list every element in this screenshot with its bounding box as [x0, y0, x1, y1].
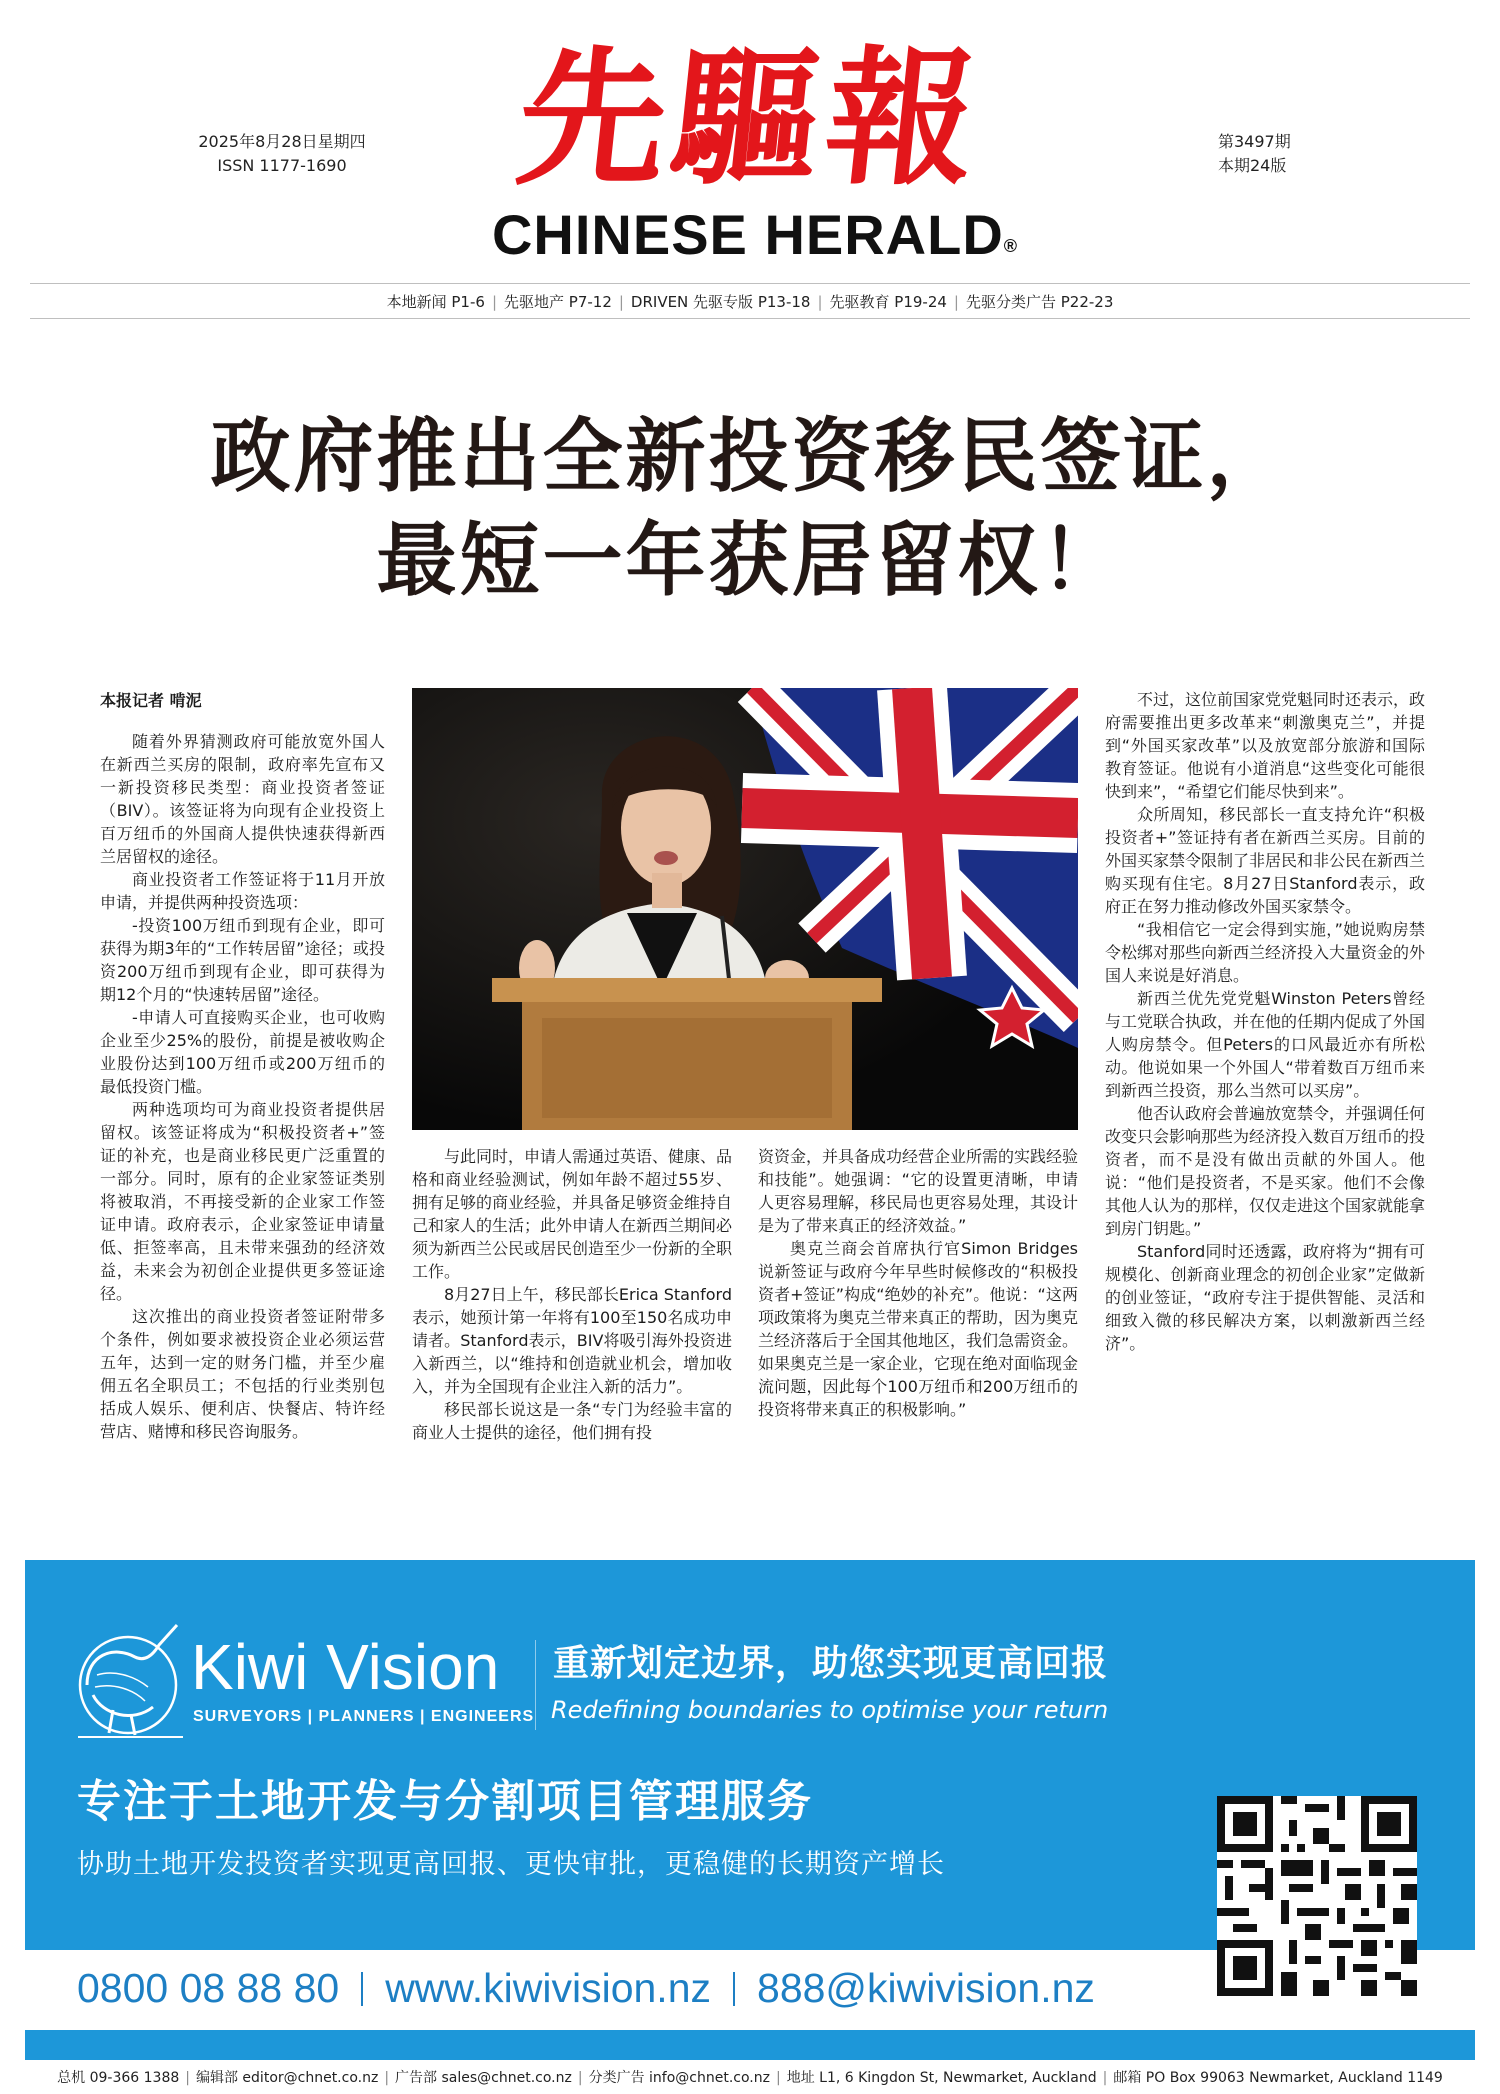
footer-separator: | — [185, 2070, 190, 2086]
qr-code-graphic — [1217, 1796, 1417, 1996]
nav-separator: | — [953, 293, 959, 311]
nav-item-local-news[interactable]: 本地新闻 P1-6 — [386, 293, 485, 311]
logo-english — [460, 205, 1050, 276]
footer-separator: | — [775, 2070, 781, 2086]
main-headline — [60, 405, 1440, 613]
paragraph: -投资100万纽币到现有企业，即可获得为期3年的“工作转居留”途径；或投资200万纽币到现有企业，即可获得为期12个月的“快速转居留”途径。 — [100, 916, 385, 1004]
qr-code-icon[interactable] — [1217, 1796, 1417, 1996]
nav-separator: | — [817, 293, 823, 311]
ad-contact-separator — [733, 1972, 735, 2006]
footer-po-box: 邮箱 PO Box 99063 Newmarket, Auckland 1149 — [1113, 2070, 1443, 2086]
footer-editor-email[interactable]: 编辑部 editor@chnet.co.nz — [195, 2070, 379, 2086]
ad-phone-link[interactable]: 0800 08 88 80 — [77, 1965, 340, 2011]
headline-line-1: 政府推出全新投资移民签证， — [210, 410, 1290, 503]
footer-separator: | — [577, 2070, 583, 2086]
nav-separator: | — [491, 293, 497, 311]
footer-sales-email[interactable]: 广告部 sales@chnet.co.nz — [395, 2070, 572, 2086]
paragraph: 8月27日上午，移民部长Erica Stanford表示，她预计第一年将有100至150名成功申请者。Stanford表示，BIV将吸引海外投资进入新西兰，以“维持和创造就业机会，增加收入，并为全国现有企业注入新的活力”。 — [412, 1285, 732, 1396]
ad-slogan-english: Redefining boundaries to optimise your return — [551, 1696, 1109, 1724]
ad-divider — [535, 1640, 536, 1730]
ad-email-link[interactable]: 888@kiwivision.nz — [757, 1965, 1095, 2011]
footer-address: 地址 L1, 6 Kingdon St, Newmarket, Auckland — [786, 2070, 1097, 2086]
nav-item-driven[interactable]: DRIVEN 先驱专版 P13-18 — [630, 293, 811, 311]
paragraph: 众所周知，移民部长一直支持允许“积极投资者+”签证持有者在新西兰买房。目前的外国买家禁令限制了非居民和非公民在新西兰购买现有住宅。8月27日Stanford表示，政府正在努力推动修改外国买家禁令。 — [1105, 805, 1426, 916]
paragraph: 不过，这位前国家党党魁同时还表示，政府需要推出更多改革来“刺激奥克兰”，并提到“外国买家改革”以及放宽部分旅游和国际教育签证。他说有小道消息“这些变化可能很快到来”，“希望它们能尽快到来”。 — [1105, 690, 1426, 801]
ad-brand-name: Kiwi Vision — [191, 1631, 500, 1703]
section-nav — [30, 288, 1470, 316]
ad-brand-tagline: SURVEYORS | PLANNERS | ENGINEERS — [193, 1708, 535, 1725]
nav-item-property[interactable]: 先驱地产 P7-12 — [504, 293, 612, 311]
ad-headline: 专注于土地开发与分割项目管理服务 — [77, 1776, 813, 1827]
headline-line-2: 最短一年获居留权！ — [376, 514, 1124, 607]
paragraph: 移民部长说这是一条“专门为经验丰富的商业人士提供的途径，他们拥有投 — [412, 1400, 732, 1442]
page-count: 本期24版 — [1218, 156, 1287, 175]
issn: ISSN 1177-1690 — [217, 156, 347, 175]
ad-bottom-strip — [25, 2030, 1475, 2060]
paragraph: 商业投资者工作签证将于11月开放申请，并提供两种投资选项： — [100, 870, 385, 912]
paragraph: 他否认政府会普遍放宽禁令，并强调任何改变只会影响那些为经济投入数百万纽币的投资者，而不是没有做出贡献的外国人。他说：“他们是投资者，不是买家。他们不会像其他人认为的那样，仅仅走进这个国家就能拿到房门钥匙。” — [1105, 1104, 1426, 1238]
ad-contact-separator — [361, 1972, 363, 2006]
paragraph-continued: 资资金，并具备成功经营企业所需的实践经验和技能”。她强调：“它的设置更清晰，申请人更容易理解，移民局也更容易处理，其设计是为了带来真正的经济效益。” — [758, 1147, 1079, 1235]
ad-website-link[interactable]: www.kiwivision.nz — [385, 1965, 712, 2011]
paragraph: 随着外界猜测政府可能放宽外国人在新西兰买房的限制，政府率先宣布又一新投资移民类型：商业投资者签证（BIV）。该签证将为向现有企业投资上百万纽币的外国商人提供快速获得新西兰居留权的途径。 — [100, 732, 385, 866]
photo-illustration — [412, 688, 1078, 1130]
nav-item-classifieds[interactable]: 先驱分类广告 P22-23 — [965, 293, 1114, 311]
masthead-issue-block — [1218, 130, 1338, 178]
paragraph: “我相信它一定会得到实施，”她说购房禁令松绑对那些向新西兰经济投入大量资金的外国人来说是好消息。 — [1105, 920, 1426, 985]
paragraph: 新西兰优先党党魁Winston Peters曾经与工党联合执政，并在他的任期内促成了外国人购房禁令。但Peters的口风最近亦有所松动。他说如果一个外国人“带着数百万纽币来到新西兰投资，那么当然可以买房”。 — [1105, 989, 1426, 1100]
issue-number: 第3497期 — [1218, 132, 1291, 151]
ad-subheadline: 协助土地开发投资者实现更高回报、更快审批，更稳健的长期资产增长 — [77, 1849, 945, 1880]
footer-phone: 总机 09-366 1388 — [57, 2070, 180, 2086]
footer-classified-email[interactable]: 分类广告 info@chnet.co.nz — [588, 2070, 770, 2086]
paragraph: -申请人可直接购买企业，也可收购企业至少25%的股份，前提是被收购企业股份达到100万纽币或200万纽币的最低投资门槛。 — [100, 1008, 385, 1096]
logo-english-text: CHINESE HERALD — [491, 203, 1004, 266]
top-rule — [30, 283, 1470, 284]
kiwi-vision-advert[interactable] — [25, 1560, 1475, 2060]
nav-separator: | — [618, 293, 624, 311]
issue-date: 2025年8月28日星期四 — [198, 132, 366, 151]
nav-item-education[interactable]: 先驱教育 P19-24 — [829, 293, 947, 311]
registered-mark: ® — [1003, 236, 1019, 256]
ad-contact-line — [77, 1963, 1095, 2013]
footer-separator: | — [1102, 2070, 1108, 2086]
byline: 本报记者 啃泥 — [100, 691, 202, 710]
article-column-2 — [412, 1145, 732, 1444]
paragraph: Stanford同时还透露，政府将为“拥有可规模化、创新商业理念的初创企业家”定做新的创业签证，“政府专注于提供智能、灵活和细致入微的移民解决方案，以刺激新西兰经济”。 — [1105, 1242, 1425, 1353]
footer-contacts — [30, 2066, 1470, 2090]
nav-bottom-rule — [30, 318, 1470, 319]
article-photo — [412, 688, 1078, 1130]
paragraph: 奥克兰商会首席执行官Simon Bridges说新签证与政府今年早些时候修改的“积极投资者+签证”构成“绝妙的补充”。他说：“这两项政策将为奥克兰带来真正的帮助，因为奥克兰经济落后于全国其他地区，我们急需资金。如果奥克兰是一家企业，它现在绝对面临现金流问题，因此每个100万纽币和200万纽币的投资将带来真正的积极影响。” — [758, 1239, 1079, 1419]
kiwi-bird-logo-icon — [73, 1615, 183, 1740]
logo-chinese: 先驅報 — [509, 31, 991, 205]
paragraph: 与此同时，申请人需通过英语、健康、品格和商业经验测试，例如年龄不超过55岁、拥有足够的商业经验，并具备足够资金维持自己和家人的生活；此外申请人在新西兰期间必须为新西兰公民或居民创造至少一份新的全职工作。 — [412, 1147, 733, 1281]
ad-slogan-chinese: 重新划定边界，助您实现更高回报 — [553, 1643, 1109, 1684]
article-column-4 — [1105, 688, 1425, 1355]
footer-separator: | — [384, 2070, 390, 2086]
paragraph: 两种选项均可为商业投资者提供居留权。该签证将成为“积极投资者+”签证的补充，也是商业移民更广泛重置的一部分。同时，原有的企业家签证类别将被取消，不再接受新的企业家工作签证申请。政府表示，企业家签证申请量低、拒签率高，且未带来强劲的经济效益，未来会为初创企业提供更多签证途径。 — [100, 1100, 385, 1303]
article-column-1 — [100, 730, 385, 1443]
masthead-date-block — [172, 130, 392, 178]
paragraph: 这次推出的商业投资者签证附带多个条件，例如要求被投资企业必须运营五年，达到一定的财务门槛，并至少雇佣五名全职员工；不包括的行业类别包括成人娱乐、便利店、快餐店、特许经营店、赌博和移民咨询服务。 — [100, 1307, 385, 1441]
article-column-3 — [758, 1145, 1078, 1421]
